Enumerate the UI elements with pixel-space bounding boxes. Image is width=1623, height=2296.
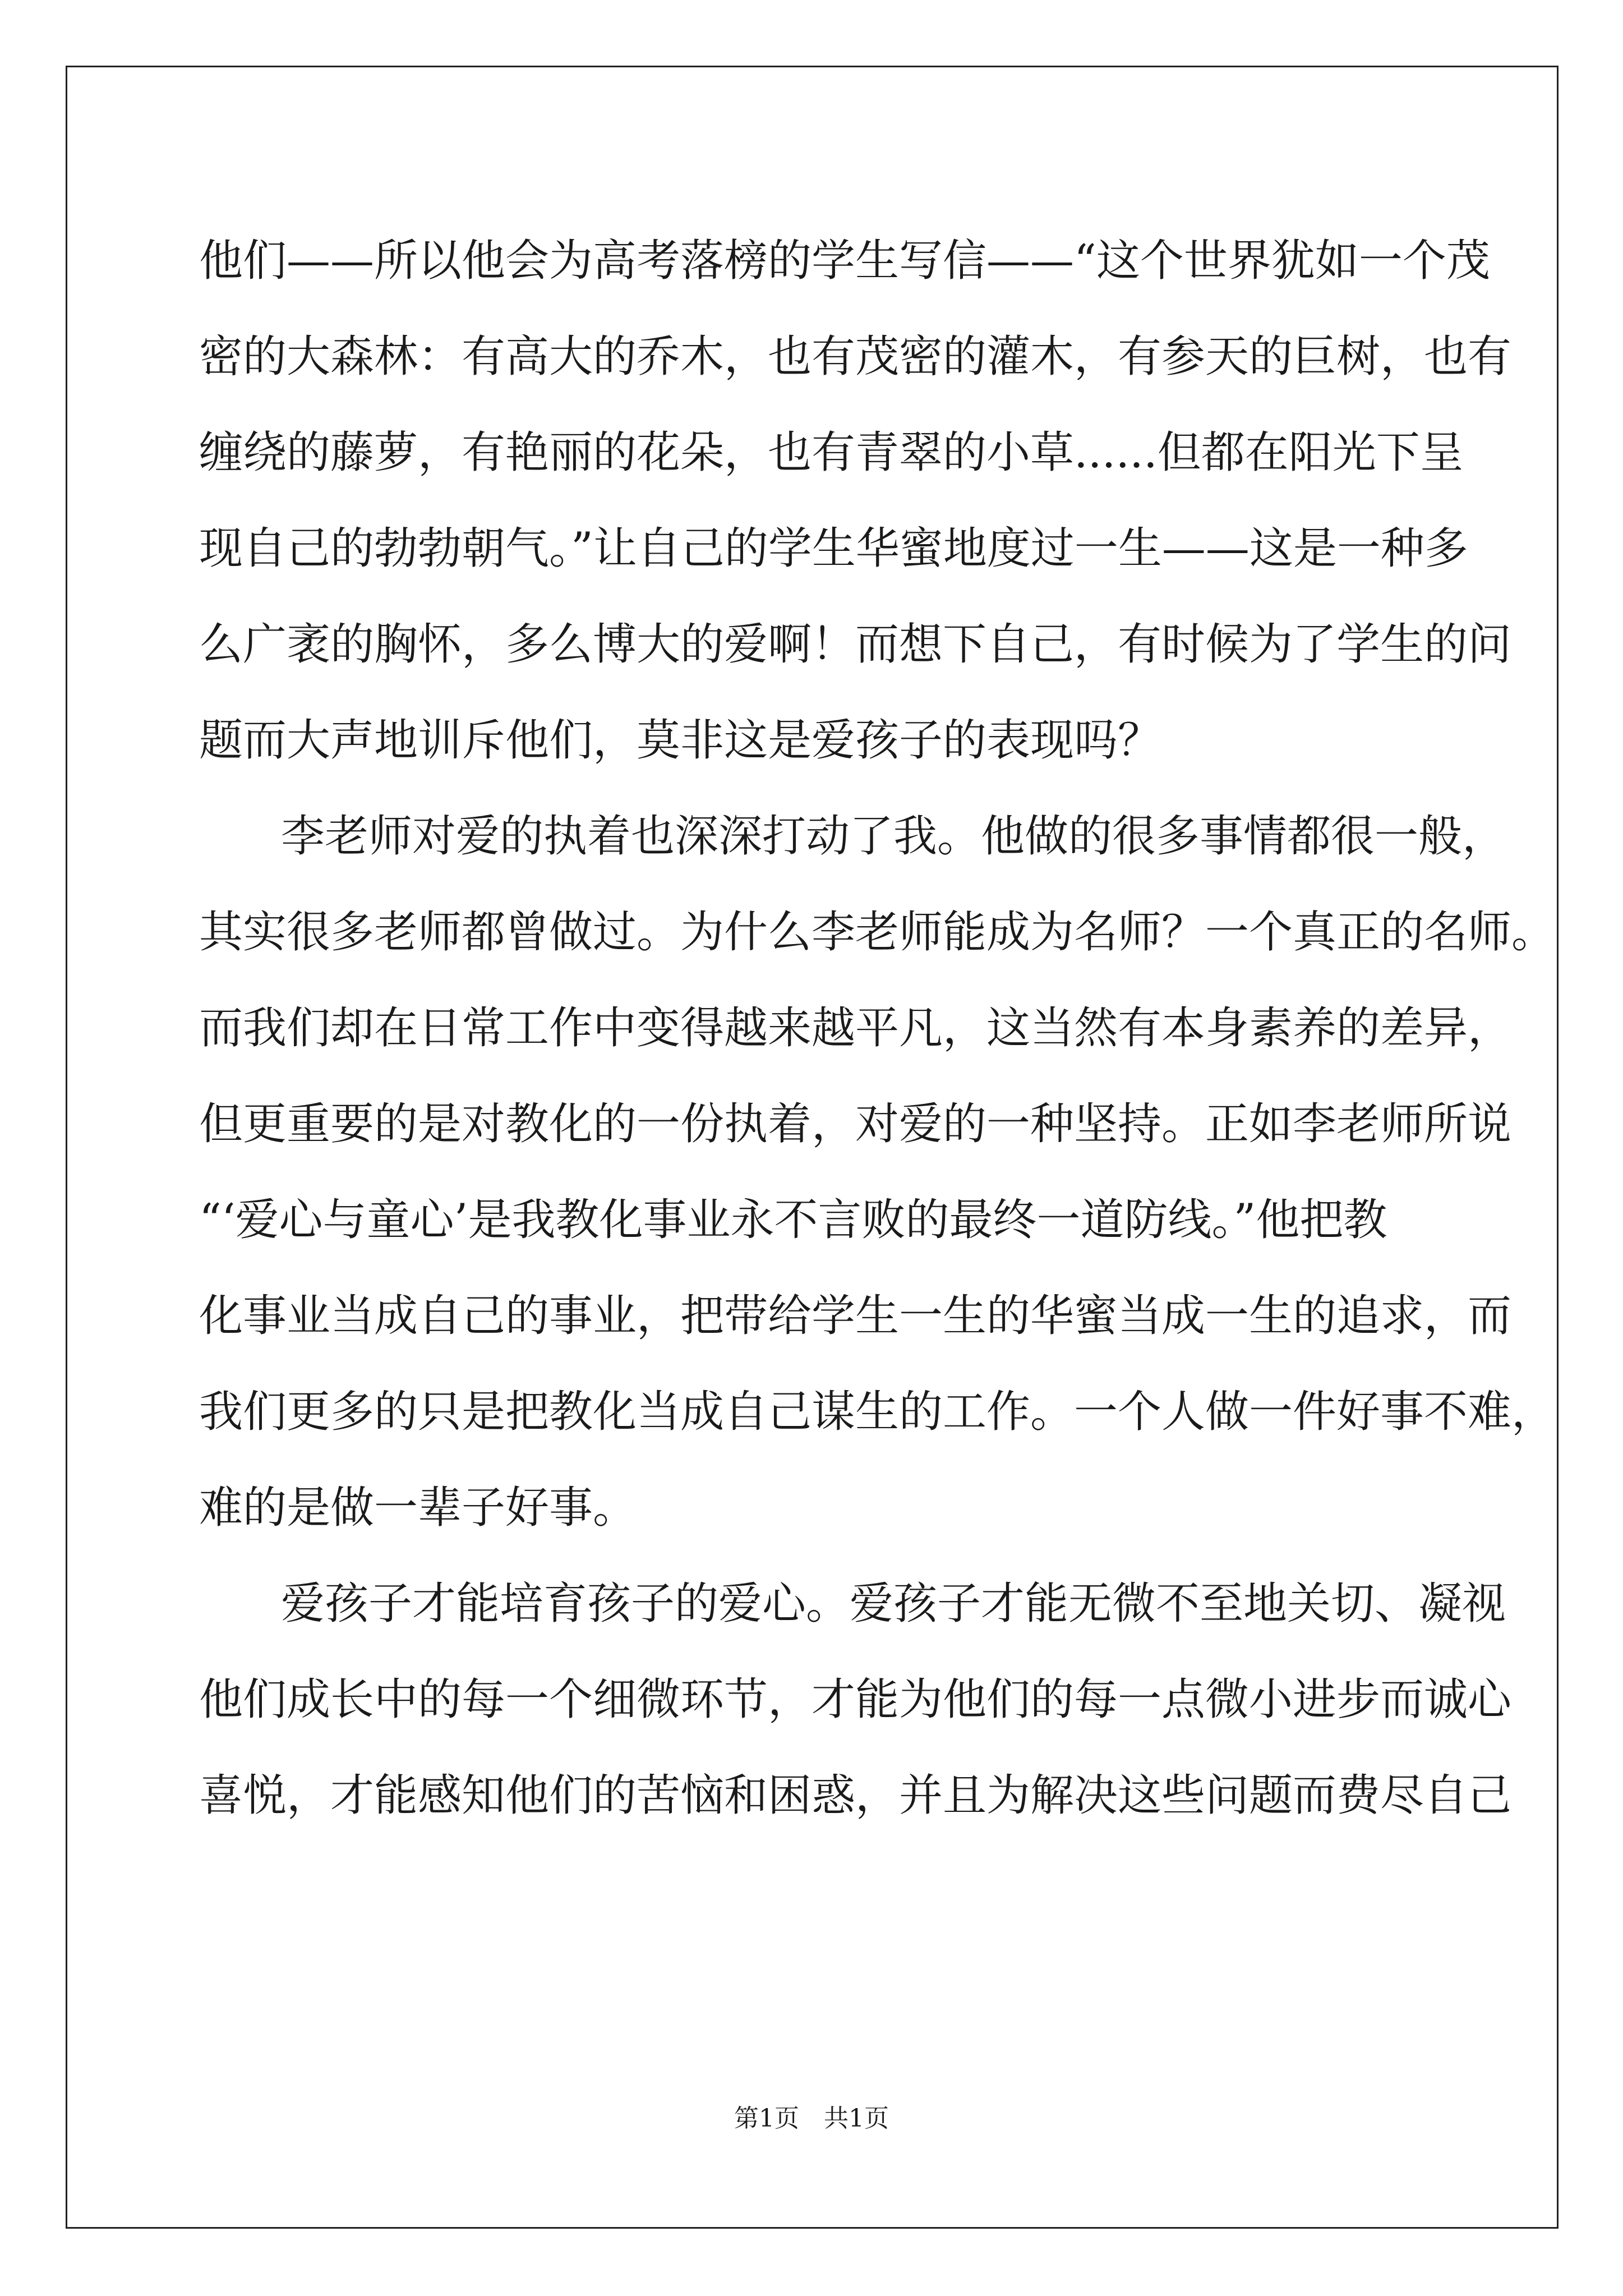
text-line: 题而大声地训斥他们，莫非这是爱孩子的表现吗？ <box>199 715 1162 766</box>
page-number: 第1页 <box>734 2104 799 2133</box>
paragraph-start-line: 爱孩子才能培育孩子的爱心。爱孩子才能无微不至地关切、凝视 <box>281 1579 1506 1629</box>
text-line: 喜悦，才能感知他们的苦恼和困惑，并且为解决这些问题而费尽自己 <box>199 1770 1512 1821</box>
paragraph-start-line: 李老师对爱的执着也深深打动了我。他做的很多事情都很一般， <box>281 811 1506 862</box>
page-footer <box>0 2102 1623 2136</box>
text-line: 缠绕的藤萝，有艳丽的花朵，也有青翠的小草......但都在阳光下呈 <box>199 427 1464 478</box>
document-body <box>199 213 1556 1844</box>
text-line: 而我们却在日常工作中变得越来越平凡，这当然有本身素养的差异， <box>199 1003 1512 1053</box>
text-line: 现自己的勃勃朝气。”让自己的学生华蜜地度过一生——这是一种多 <box>199 523 1468 574</box>
text-line: 难的是做一辈子好事。 <box>199 1483 637 1533</box>
total-pages: 共1页 <box>824 2104 889 2133</box>
text-line: “‘爱心与童心’是我教化事业永不言败的最终一道防线。”他把教 <box>199 1195 1387 1245</box>
text-line: 化事业当成自己的事业，把带给学生一生的华蜜当成一生的追求，而 <box>199 1291 1512 1341</box>
text-line: 但更重要的是对教化的一份执着，对爱的一种坚持。正如李老师所说 <box>199 1099 1512 1149</box>
text-line: 么广袤的胸怀，多么博大的爱啊！而想下自己，有时候为了学生的问 <box>199 619 1512 670</box>
text-line: 其实很多老师都曾做过。为什么李老师能成为名师？一个真正的名师。 <box>199 907 1556 958</box>
text-line: 密的大森林：有高大的乔木，也有茂密的灌木，有参天的巨树，也有 <box>199 332 1512 382</box>
text-line: 他们成长中的每一个细微环节，才能为他们的每一点微小进步而诚心 <box>199 1674 1512 1725</box>
text-line: 我们更多的只是把教化当成自己谋生的工作。一个人做一件好事不难， <box>199 1387 1556 1437</box>
text-line: 他们——所以他会为高考落榜的学生写信——“这个世界犹如一个茂 <box>199 236 1490 286</box>
